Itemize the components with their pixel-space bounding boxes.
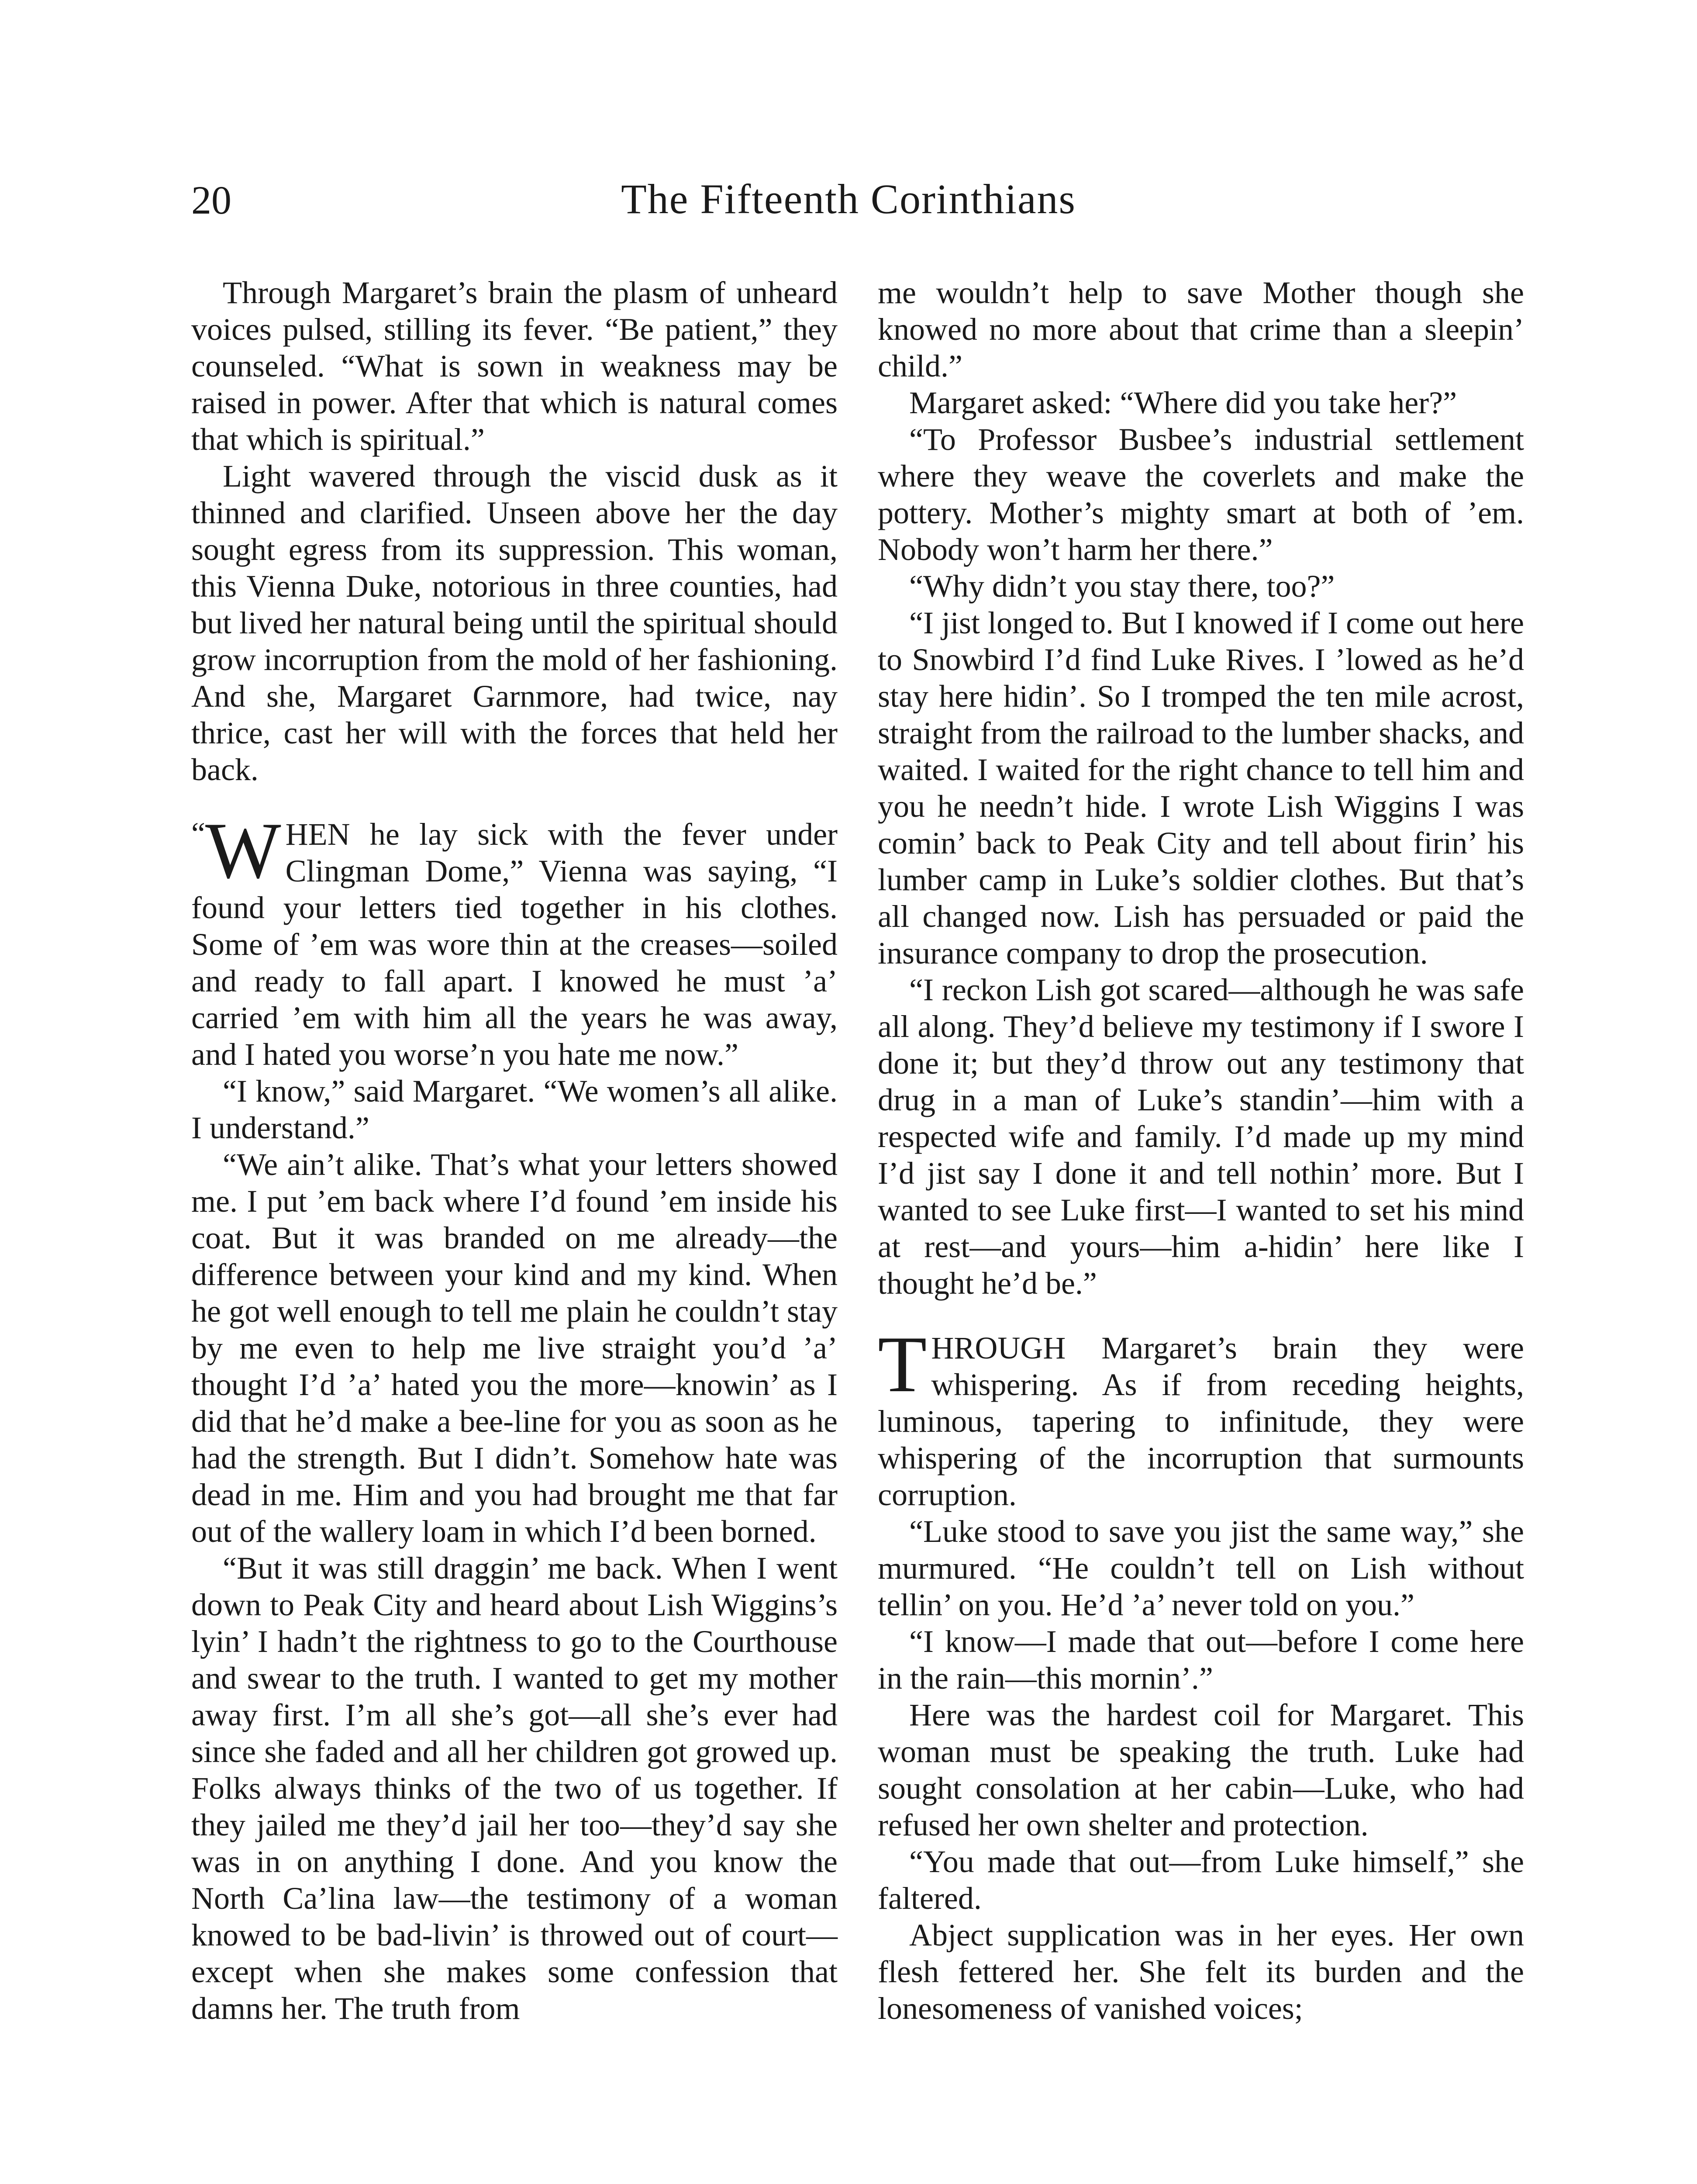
paragraph: Abject supplication was in her eyes. Her own flesh fettered her. She felt its burden and the lonesomeness of vanished voices; — [878, 1918, 1524, 2026]
paragraph: Light wavered through the viscid dusk as it thinned and clarified. Unseen above her the day sought egress from its suppression. This woman, this Vienna Duke, notorious in three counties, had but lived her natural being until the spiritual should grow incorruption from the mold of her fashioning. And she, Margaret Garnmore, had twice, nay thrice, cast her will with the forces that held her back. — [191, 459, 838, 787]
drop-cap: T — [878, 1320, 927, 1409]
paragraph: “You made that out—from Luke himself,” she faltered. — [878, 1844, 1524, 1916]
paragraph: “I know—I made that out—before I come here in the rain—this mornin’.” — [878, 1624, 1524, 1696]
paragraph: “Luke stood to save you jist the same way,” she murmured. “He couldn’t tell on Lish without tellin’ on you. He’d ’a’ never told on you.” — [878, 1514, 1524, 1622]
paragraph: “I jist longed to. But I knowed if I come out here to Snowbird I’d find Luke Rives. I ’lowed as he’d stay here hidin’. So I tromped the ten mile acrost, straight from the railroad to the lumber shacks, and waited. I waited for the right chance to tell him and you he needn’t hide. I wrote Lish Wiggins I was comin’ back to Peak City and tell about firin’ his lumber camp in Luke’s soldier clothes. But that’s all changed now. Lish has persuaded or paid the insurance company to drop the prosecution. — [878, 605, 1524, 971]
right-column — [878, 274, 1524, 2027]
section-opening-text: HEN he lay sick with the fever under Clingman Dome,” Vienna was saying, “I found your letters tied together in his clothes. Some of ’em was wore thin at the creases—soiled and ready to fall apart. I knowed he must ’a’ carried ’em with him all the years he was away, and I hated you worse’n you hate me now.” — [191, 817, 838, 1072]
paragraph: Here was the hardest coil for Margaret. This woman must be speaking the truth. Luke had sought consolation at her cabin—Luke, who had refused her own shelter and protection. — [878, 1697, 1524, 1842]
paragraph: “Why didn’t you stay there, too?” — [909, 569, 1335, 604]
section-opening-text: HROUGH Margaret’s brain they were whispering. As if from receding heights, luminous, tapering to infinitude, they were whispering of the incorruption that surmounts corruption. — [878, 1330, 1524, 1512]
page-number: 20 — [191, 178, 231, 222]
paragraph: Through Margaret’s brain the plasm of unheard voices pulsed, stilling its fever. “Be patient,” they counseled. “What is sown in weakness may be raised in power. After that which is natural comes that which is spiritual.” — [191, 275, 838, 457]
drop-cap-letter: W — [205, 806, 281, 895]
drop-cap — [191, 806, 281, 895]
paragraph: “I know,” said Margaret. “We women’s all alike. I understand.” — [191, 1074, 838, 1145]
section-opening-paragraph — [878, 1320, 1524, 1513]
drop-cap-quote: “ — [191, 816, 205, 851]
left-column — [191, 274, 838, 2027]
paragraph: “We ain’t alike. That’s what your letters showed me. I put ’em back where I’d found ’em inside his coat. But it was branded on me already—the difference between your kind and my kind. When he got well enough to tell me plain he couldn’t stay by me even to help me live straight you’d ’a’ thought I’d ’a’ hated you the more—knowin’ as I did that he’d make a bee-line for you as soon as he had the strength. But I didn’t. Somehow hate was dead in me. Him and you had brought me that far out of the wallery loam in which I’d been borned. — [191, 1147, 838, 1549]
section-opening-paragraph — [191, 806, 838, 1073]
paragraph: “To Professor Busbee’s industrial settlement where they weave the coverlets and make the pottery. Mother’s mighty smart at both of ’em. Nobody won’t harm her there.” — [878, 422, 1524, 567]
running-head: The Fifteenth Corinthians — [621, 176, 1076, 222]
paragraph: Margaret asked: “Where did you take her?” — [909, 385, 1457, 420]
paragraph: “I reckon Lish got scared—although he was safe all along. They’d believe my testimony if I swore I done it; but they’d throw out any testimony that drug in a man of Luke’s standin’—him with a respected wife and family. I’d made up my mind I’d jist say I done it and tell nothin’ more. But I wanted to see Luke first—I wanted to set his mind at rest—and yours—him a-hidin’ here like I thought he’d be.” — [878, 972, 1524, 1301]
paragraph: “But it was still draggin’ me back. When I went down to Peak City and heard about Lish Wiggins’s lyin’ I hadn’t the rightness to go to the Courthouse and swear to the truth. I wanted to get my mother away first. I’m all she’s got—all she’s ever had since she faded and all her children got growed up. Folks always thinks of the two of us together. If they jailed me they’d jail her too—they’d say she was in on anything I done. And you know the North Ca’lina law—the testimony of a woman knowed to be bad-livin’ is throwed out of court—except when she makes some confession that damns her. The truth from — [191, 1551, 838, 2026]
continued-paragraph: me wouldn’t help to save Mother though she knowed no more about that crime than a sleepin’ child.” — [878, 275, 1524, 384]
